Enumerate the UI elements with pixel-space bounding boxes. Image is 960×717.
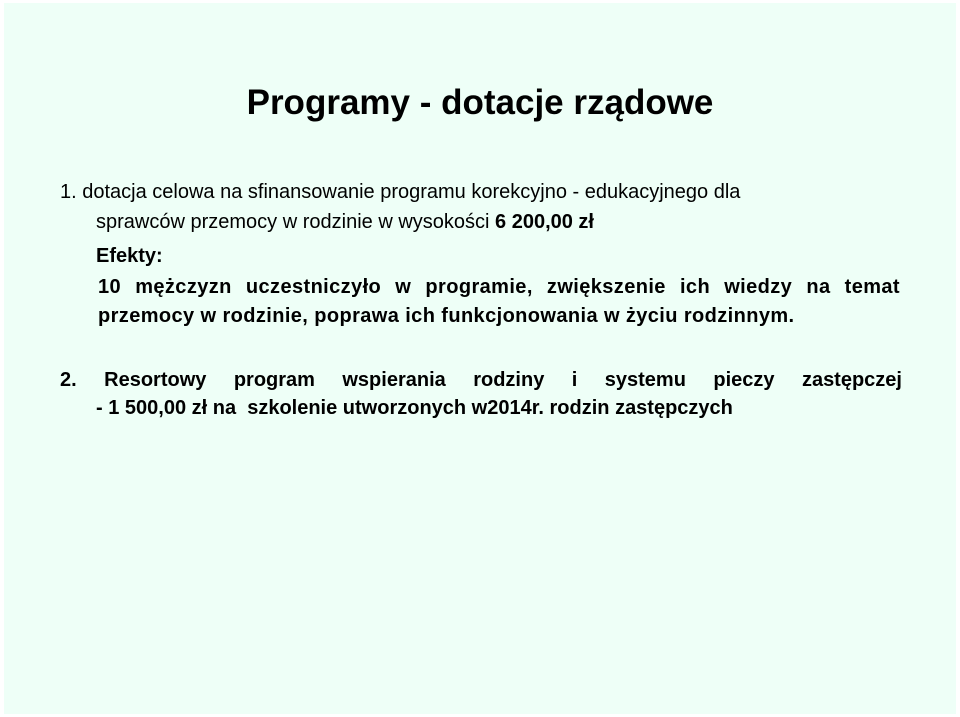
program-item-1-line-1 [60, 177, 740, 207]
program-item-2-line-1: 2. Resortowy program wspierania rodziny i systemu pieczy zastępczej [60, 369, 902, 391]
slide [4, 3, 956, 714]
program-item-2-line-2: - 1 500,00 zł na szkolenie utworzonych w2014r. rodzin zastępczych [96, 397, 733, 419]
program-item-1-amount: 6 200,00 zł [495, 211, 594, 233]
effects-text: 10 mężczyzn uczestniczyło w programie, zwiększenie ich wiedzy na temat przemocy w rodzinie, poprawa ich funkcjonowania w życiu rodzinnym. [98, 276, 900, 327]
program-item-1 [60, 177, 740, 237]
program-item-1-recipients: sprawców przemocy w rodzinie w wysokości [96, 211, 496, 233]
program-item-2 [60, 366, 902, 422]
program-item-1-line-2 [60, 207, 740, 237]
program-item-1-description: dotacja celowa na sfinansowanie programu korekcyjno - edukacyjnego dla [76, 181, 741, 203]
slide-title: Programy - dotacje rządowe [246, 83, 714, 122]
effects-label: Efekty: [96, 245, 163, 267]
program-item-1-number: 1. [60, 181, 77, 203]
